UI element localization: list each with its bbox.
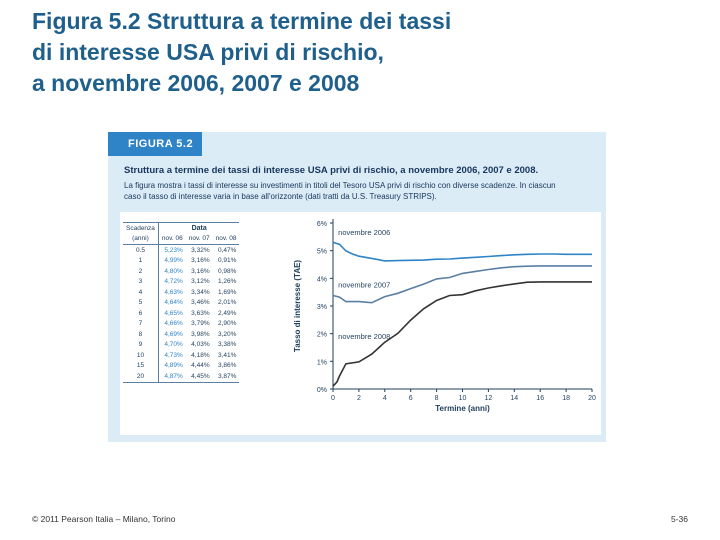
table-cell-rate: 5,23%: [164, 246, 183, 254]
table-cell-rate: 4,65%: [164, 309, 183, 317]
table-cell-rate: 3,32%: [191, 246, 210, 254]
table-cell-rate: 4,70%: [164, 341, 183, 349]
x-tick-label: 0: [331, 395, 335, 402]
table-cell-rate: 3,98%: [191, 330, 210, 338]
figure-panel: [108, 132, 606, 442]
table-cell-rate: 3,87%: [213, 371, 240, 382]
y-tick-label: 3%: [316, 304, 327, 311]
x-tick-label: 10: [458, 395, 467, 402]
table-cell-maturity: 2: [123, 266, 158, 277]
table-cell-rate: 3,12%: [191, 278, 210, 286]
table-header-col: nov. 06: [158, 234, 185, 245]
table-cell-rate: 3,38%: [218, 341, 237, 349]
footer-page-number: 5-36: [670, 514, 688, 524]
slide-title-line: a novembre 2006, 2007 e 2008: [32, 70, 360, 96]
table-cell-rate: 3,41%: [218, 351, 237, 359]
table-cell-rate: 1,69%: [218, 288, 237, 296]
table-cell-rate: 2,49%: [218, 309, 237, 317]
table-cell-rate: 0,91%: [218, 257, 237, 265]
table-cell-maturity: 15: [123, 361, 158, 372]
table-cell-rate: 4,72%: [164, 278, 183, 286]
table-cell-rate: 4,18%: [191, 351, 210, 359]
table-cell-maturity: 6: [123, 308, 158, 319]
table-cell-maturity: 7: [123, 319, 158, 330]
y-tick-label: 4%: [316, 276, 327, 284]
figure-body: [120, 212, 601, 435]
x-axis-title: Termine (anni): [435, 404, 490, 413]
table-cell-rate: 4,99%: [164, 257, 183, 265]
table-cell-rate: 3,20%: [218, 330, 237, 338]
table-cell-rate: 4,45%: [186, 371, 213, 382]
figure-caption-line: caso il tasso di interesse varia in base all'orizzonte (dati tratti da U.S. Treasury STRIPS).: [124, 192, 437, 201]
table-cell-rate: 4,03%: [191, 341, 210, 349]
table-cell-rate: 0,98%: [218, 267, 237, 275]
series-line: [333, 242, 592, 261]
table-cell-rate: 3,34%: [191, 288, 210, 296]
table-cell-maturity: 1: [123, 256, 158, 267]
table-cell-rate: 4,69%: [164, 330, 183, 338]
footer-copyright: © 2011 Pearson Italia – Milano, Torino: [32, 514, 176, 524]
table-cell-rate: 4,87%: [158, 371, 185, 382]
table-cell-rate: 4,80%: [164, 267, 183, 275]
x-tick-label: 8: [434, 395, 439, 402]
table-cell-rate: 2,01%: [218, 299, 237, 307]
figure-tab: FIGURA 5.2: [108, 132, 202, 156]
table-cell-rate: 3,16%: [191, 267, 210, 275]
table-cell-rate: 1,26%: [218, 278, 237, 286]
table-cell-rate: 4,64%: [164, 299, 183, 307]
x-tick-label: 14: [510, 395, 519, 402]
series-label: novembre 2007: [338, 280, 391, 290]
table-cell-rate: 3,16%: [191, 257, 210, 265]
table-cell-rate: 2,90%: [218, 320, 237, 328]
y-tick-label: 5%: [316, 248, 327, 256]
x-tick-label: 4: [382, 395, 387, 402]
table-cell-maturity: 0.5: [123, 245, 158, 256]
table-cell-rate: 4,66%: [164, 320, 183, 328]
table-header-col: nov. 08: [213, 234, 240, 245]
slide-title-line: Figura 5.2 Struttura a termine dei tassi: [32, 8, 452, 34]
table-cell-rate: 4,63%: [164, 288, 183, 296]
y-tick-label: 2%: [316, 331, 327, 339]
series-label: novembre 2008: [338, 331, 391, 341]
table-cell-rate: 3,79%: [191, 320, 210, 328]
figure-caption-line: La figura mostra i tassi di interesse su investimenti in titoli del Tesoro USA privi di rischio con diverse scadenze. In ciascun: [124, 181, 556, 190]
x-tick-label: 6: [408, 395, 413, 402]
series-label: novembre 2006: [338, 228, 391, 238]
table-cell-rate: 4,44%: [191, 362, 210, 370]
table-cell-rate: 4,89%: [164, 362, 183, 370]
x-tick-label: 18: [562, 395, 570, 402]
table-cell-rate: 4,73%: [164, 351, 183, 359]
table-cell-maturity: 10: [123, 350, 158, 361]
table-header-col: nov. 07: [186, 234, 213, 245]
table-cell-rate: 3,86%: [218, 362, 237, 370]
table-cell-rate: 0,47%: [218, 246, 237, 254]
table-cell-rate: 3,63%: [191, 309, 210, 317]
x-tick-label: 12: [484, 395, 493, 402]
y-axis-title: Tasso di interesse (TAE): [293, 259, 302, 353]
x-tick-label: 2: [356, 395, 361, 402]
table-cell-maturity: 4: [123, 287, 158, 298]
table-cell-maturity: 20: [123, 371, 158, 382]
table-cell-maturity: 8: [123, 329, 158, 340]
y-tick-label: 0%: [316, 387, 327, 394]
slide-title: [32, 6, 692, 99]
yield-curve-chart: [120, 212, 601, 435]
table-header-maturity: Scadenza: [123, 223, 158, 234]
x-tick-label: 16: [536, 395, 545, 402]
table-header-group: Data: [158, 223, 239, 234]
table-cell-rate: 3,46%: [191, 299, 210, 307]
figure-heading: Struttura a termine dei tassi di interesse USA privi di rischio, a novembre 2006, 2007 e 2008.: [124, 165, 539, 176]
table-cell-maturity: 5: [123, 298, 158, 309]
table-cell-maturity: 9: [123, 340, 158, 351]
table-header-maturity-unit: (anni): [123, 234, 158, 245]
slide-title-line: di interesse USA privi di rischio,: [32, 39, 384, 65]
x-tick-label: 20: [588, 395, 596, 402]
table-cell-maturity: 3: [123, 277, 158, 288]
y-tick-label: 6%: [316, 221, 327, 228]
figure-caption: [124, 180, 600, 202]
y-tick-label: 1%: [316, 359, 327, 367]
